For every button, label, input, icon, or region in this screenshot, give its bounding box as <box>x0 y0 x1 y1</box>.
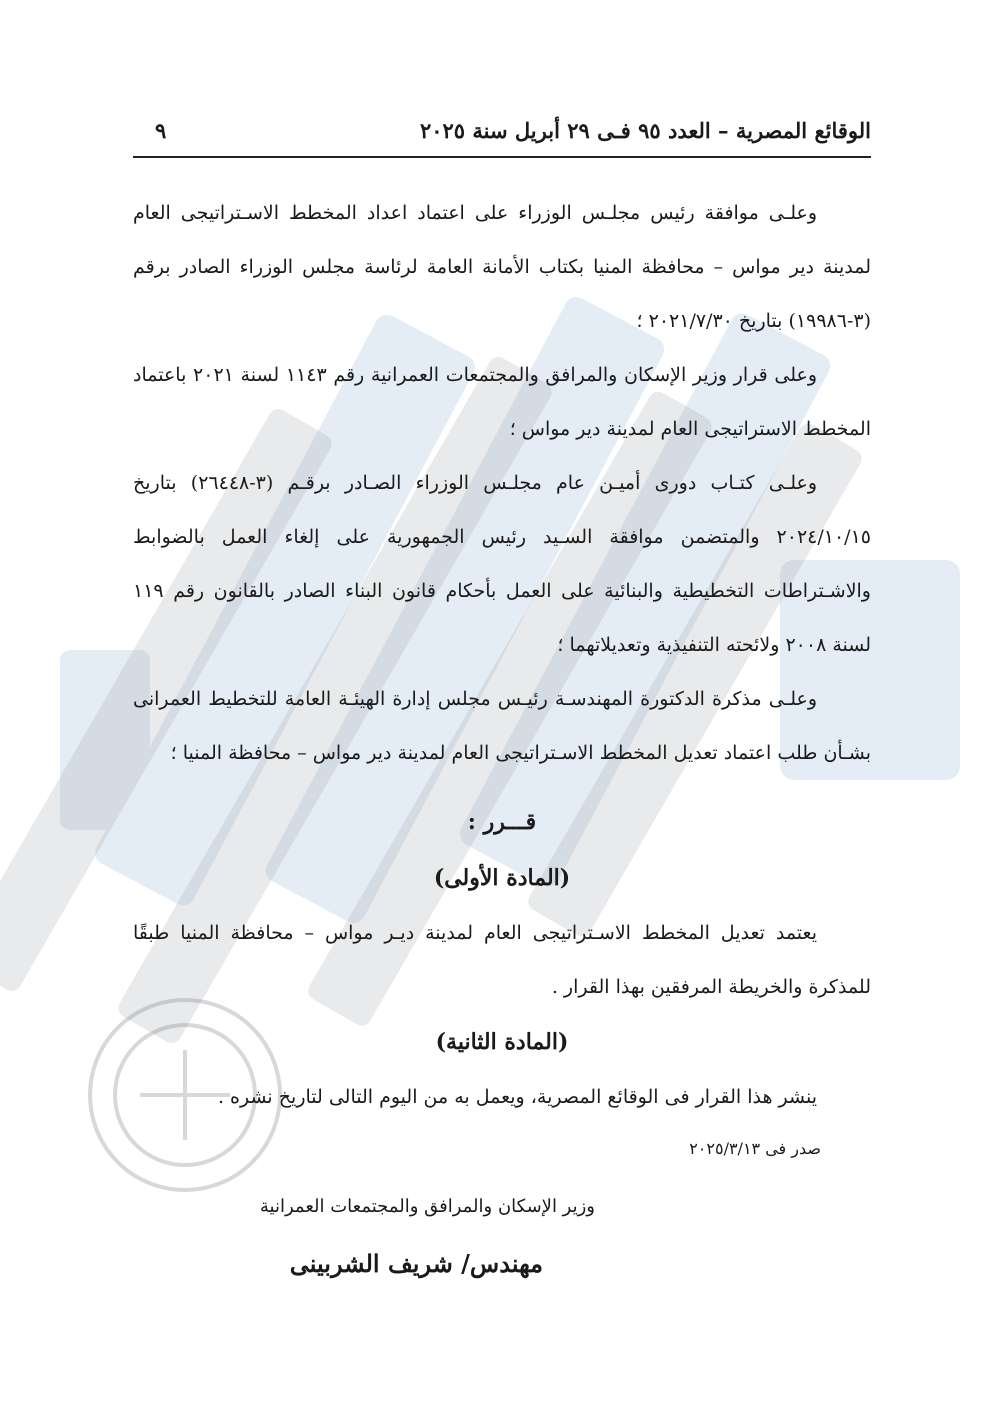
article-2-text: ينشر هذا القرار فى الوقائع المصرية، ويعمل به من اليوم التالى لتاريخ نشره . <box>217 1086 817 1108</box>
preamble-paragraph-1: وعلـى موافقة رئيس مجلـس الوزراء على اعتماد اعداد المخطط الاسـتراتيجى العام لمدينة دير مواس – محافظة المنيا بكتاب الأمانة العامة لرئاسة مجلس الوزراء الصادر برقم (٣-١٩٩٨٦) بتاريخ ٢٠٢١/٧/٣٠ ؛ <box>133 202 871 332</box>
issue-date: صدر فى ٢٠٢٥/٣/١٣ <box>689 1139 821 1158</box>
preamble-paragraph-3: وعلـى كتـاب دورى أميـن عام مجلـس الوزراء الصـادر برقـم (٣-٢٦٤٤٨) بتاريخ ٢٠٢٤/١٠/١٥ والمتضمن موافقة السـيد رئيس الجمهورية على إلغاء العمل بالضوابط والاشـتراطات التخطيطية والبنائية على العمل بأحكام قانون البناء الصادر بالقانون رقم ١١٩ لسنة ٢٠٠٨ ولائحته التنفيذية وتعديلاتهما ؛ <box>133 472 871 656</box>
article-1-text: يعتمد تعديل المخطط الاسـتراتيجى العام لمدينة ديـر مواس – محافظة المنيا طبقًا للمذكرة والخريطة المرفقين بهذا القرار . <box>133 922 871 998</box>
minister-title: وزير الإسكان والمرافق والمجتمعات العمرانية <box>259 1196 595 1217</box>
decree-body <box>133 186 871 1294</box>
gazette-title: الوقائع المصرية – العدد ٩٥ فـى ٢٩ أبريل سنة ٢٠٢٥ <box>419 118 871 143</box>
header-divider <box>133 156 871 158</box>
minister-name: مهندس/ شريف الشربينى <box>289 1249 543 1278</box>
preamble-paragraph-4: وعلـى مذكرة الدكتورة المهندسـة رئيـس مجلس إدارة الهيئـة العامة للتخطيط العمرانى بشـأن طلب اعتماد تعديل المخطط الاسـتراتيجى العام لمدينة دير مواس – محافظة المنيا ؛ <box>133 688 871 764</box>
decision-heading: قـــرر : <box>467 809 537 835</box>
page-header <box>133 112 871 158</box>
article-2-heading: (المادة الثانية) <box>435 1029 569 1055</box>
preamble-paragraph-2: وعلى قرار وزير الإسكان والمرافق والمجتمعات العمرانية رقم ١١٤٣ لسنة ٢٠٢١ باعتماد المخطط الاستراتيجى العام لمدينة دير مواس ؛ <box>133 364 871 440</box>
page-number: ٩ <box>155 118 167 143</box>
article-1-heading: (المادة الأولى) <box>433 865 571 891</box>
